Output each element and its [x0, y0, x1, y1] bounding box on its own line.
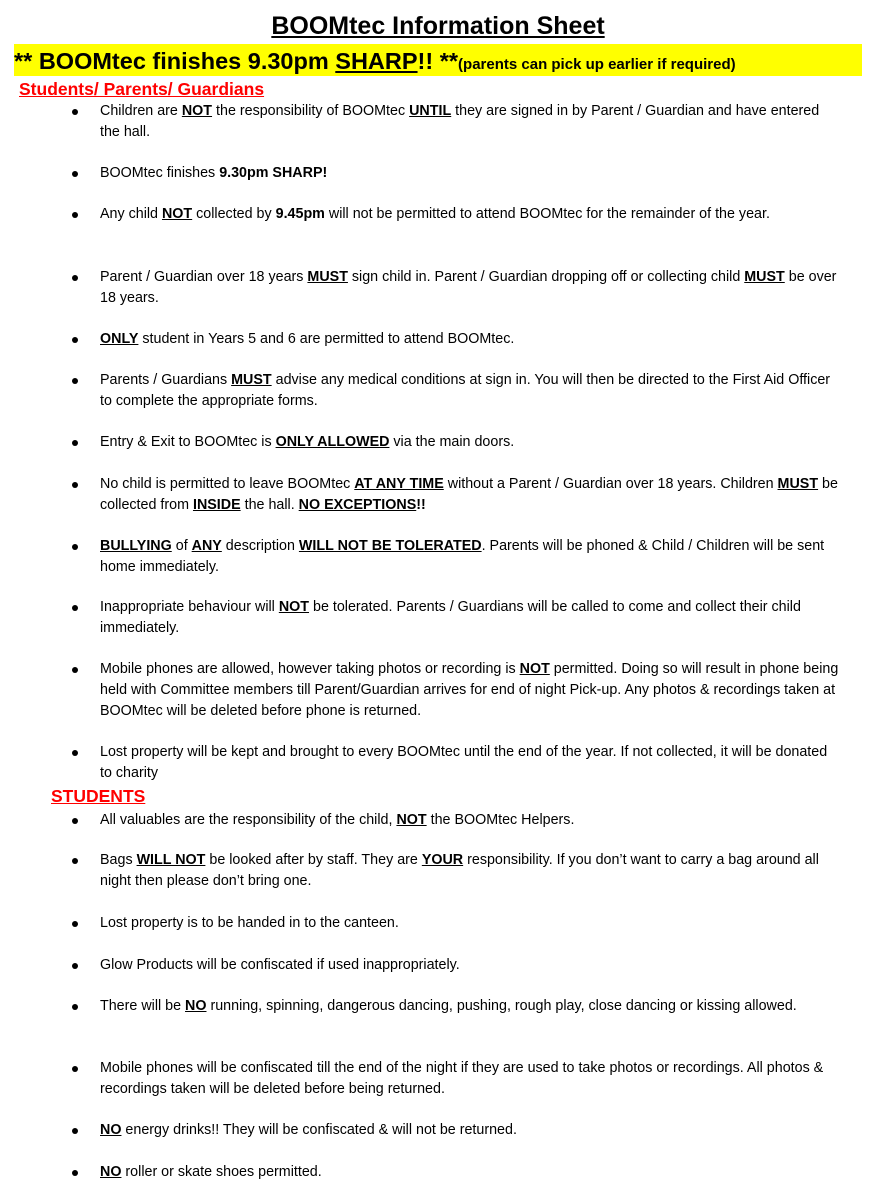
banner-sharp: SHARP [335, 48, 418, 74]
rule-text-segment: . Parents will be phoned & Child / Children will be sent home immediately. [100, 538, 825, 575]
finish-time-banner [14, 44, 862, 76]
rule-text-segment: INSIDE [192, 497, 241, 513]
page-title: BOOMtec Information Sheet [271, 12, 605, 40]
rule-text [100, 329, 840, 350]
rule-text-segment: BOOMtec finishes [100, 165, 220, 181]
rule-text-segment: MUST [231, 372, 272, 388]
rule-text-segment: roller or skate shoes permitted. [121, 1164, 322, 1180]
rule-text-segment: responsibility. If you don’t want to carry a bag around all night then please don’t bring one. [100, 852, 819, 889]
rule-text [100, 204, 840, 225]
rule-text-segment: Entry & Exit to BOOMtec is [100, 434, 276, 450]
rule-text-segment: Children are [100, 103, 182, 119]
rule-text-segment: BULLYING [100, 538, 172, 554]
bullet-icon [72, 858, 78, 864]
bullet-icon [72, 1128, 78, 1134]
bullet-icon [72, 482, 78, 488]
bullet-icon [72, 544, 78, 550]
bullet-icon [72, 963, 78, 969]
rule-text-segment: Lost property is to be handed in to the canteen. [100, 915, 399, 931]
bullet-icon [72, 1170, 78, 1176]
bullet-icon [72, 750, 78, 756]
rule-text-segment: of [171, 538, 192, 554]
rule-text [100, 267, 840, 309]
rule-text-segment: the hall. [240, 497, 299, 513]
rule-text [100, 742, 840, 784]
rule-text [100, 1058, 840, 1100]
rule-text-segment: NOT [396, 812, 427, 828]
rule-text-segment: the BOOMtec Helpers. [426, 812, 575, 828]
rule-text [100, 432, 840, 453]
rule-text-segment: sign child in. Parent / Guardian dropping off or collecting child [347, 269, 745, 285]
rule-text-segment: All valuables are the responsibility of the child, [100, 812, 397, 828]
rule-text-segment: MUST [744, 269, 785, 285]
rule-text-segment: !! [416, 497, 426, 513]
rule-text-segment: without a Parent / Guardian over 18 years. Children [443, 476, 778, 492]
rule-text-segment: NO EXCEPTIONS [298, 497, 417, 513]
rule-text [100, 370, 840, 412]
rule-text-segment: be over 18 years. [100, 269, 837, 306]
rule-text-segment: Glow Products will be confiscated if used inappropriately. [100, 957, 460, 973]
rule-text [100, 850, 840, 892]
bullet-icon [72, 818, 78, 824]
rule-text-segment: ANY [191, 538, 222, 554]
rule-text-segment: NO [185, 998, 207, 1014]
bullet-icon [72, 171, 78, 177]
rule-text [100, 659, 840, 722]
rule-text-segment: MUST [777, 476, 819, 492]
rule-text-segment: energy drinks!! They will be confiscated & will not be returned. [121, 1122, 517, 1138]
rule-text-segment: via the main doors. [389, 434, 515, 450]
rule-text-segment: advise any medical conditions at sign in. You will then be directed to the First Aid Officer to complete the appropriate forms. [100, 372, 831, 409]
rule-text [100, 1162, 840, 1183]
bullet-icon [72, 440, 78, 446]
rule-text [100, 536, 840, 578]
rule-text-segment: description [221, 538, 299, 554]
rule-text [100, 163, 840, 184]
rule-text-segment: Lost property will be kept and brought to every BOOMtec until the end of the year. If not collected, it will be donated to charity [100, 744, 828, 781]
rule-text [100, 913, 840, 934]
section-heading-students-parents-guardians: Students/ Parents/ Guardians [19, 79, 265, 99]
bullet-icon [72, 1066, 78, 1072]
rule-text-segment: Mobile phones are allowed, however taking photos or recording is [100, 661, 520, 677]
bullet-icon [72, 275, 78, 281]
rule-text [100, 1120, 840, 1141]
rule-text-segment: they are signed in by Parent / Guardian and have entered the hall. [100, 103, 820, 140]
bullet-icon [72, 605, 78, 611]
rule-text [100, 597, 840, 639]
rule-text-segment: will not be permitted to attend BOOMtec for the remainder of the year. [324, 206, 770, 222]
rule-text-segment: student in Years 5 and 6 are permitted to attend BOOMtec. [138, 331, 515, 347]
rule-text-segment: NO [100, 1122, 122, 1138]
rule-text-segment: running, spinning, dangerous dancing, pushing, rough play, close dancing or kissing allowed. [206, 998, 797, 1014]
bullet-icon [72, 109, 78, 115]
rule-text-segment: NOT [519, 661, 550, 677]
rule-text [100, 474, 840, 516]
banner-text-end: !! ** [417, 48, 459, 74]
rule-text-segment: collected by [192, 206, 276, 222]
banner-note: (parents can pick up earlier if required) [458, 56, 736, 73]
rule-text-segment: be looked after by staff. They are [205, 852, 422, 868]
rule-text-segment: NOT [161, 206, 193, 222]
rule-text-segment: be collected from [100, 476, 838, 513]
rule-text-segment: Mobile phones will be confiscated till the end of the night if they are used to take photos or recordings. All photos & recordings taken will be deleted before being returned. [100, 1060, 824, 1097]
rule-text-segment: Inappropriate behaviour will [100, 599, 279, 615]
rule-text-segment: There will be [100, 998, 186, 1014]
rule-text-segment: AT ANY TIME [354, 476, 444, 492]
rule-text-segment: WILL NOT BE TOLERATED [298, 538, 482, 554]
bullet-icon [72, 667, 78, 673]
section-heading-students: STUDENTS [51, 786, 146, 806]
bullet-icon [72, 378, 78, 384]
banner-text: ** BOOMtec finishes 9.30pm [14, 48, 336, 74]
rule-text-segment: NO [100, 1164, 122, 1180]
rule-text-segment: Bags [100, 852, 137, 868]
rule-text [100, 996, 840, 1017]
rule-text-segment: MUST [307, 269, 348, 285]
rule-text-segment: No child is permitted to leave BOOMtec [100, 476, 355, 492]
rule-text-segment: be tolerated. Parents / Guardians will be called to come and collect their child immediately. [100, 599, 801, 636]
bullet-icon [72, 337, 78, 343]
rule-text-segment: NOT [181, 103, 213, 119]
rule-text-segment: ONLY [100, 331, 139, 347]
rule-text-segment: UNTIL [409, 103, 452, 119]
rule-text [100, 955, 840, 976]
rule-text-segment: 9.30pm SHARP! [219, 165, 328, 181]
rule-text-segment: Parents / Guardians [100, 372, 232, 388]
rule-text [100, 101, 840, 143]
bullet-icon [72, 212, 78, 218]
rule-text [100, 810, 840, 831]
rule-text-segment: the responsibility of BOOMtec [212, 103, 410, 119]
bullet-icon [72, 921, 78, 927]
bullet-icon [72, 1004, 78, 1010]
rule-text-segment: Any child [100, 206, 162, 222]
rule-text-segment: NOT [278, 599, 310, 615]
rule-text-segment: Parent / Guardian over 18 years [100, 269, 308, 285]
rule-text-segment: 9.45pm [275, 206, 325, 222]
rule-text-segment: YOUR [421, 852, 464, 868]
rule-text-segment: WILL NOT [136, 852, 206, 868]
rule-text-segment: ONLY ALLOWED [275, 434, 390, 450]
rule-text-segment: permitted. Doing so will result in phone being held with Committee members till Parent/Guardian arrives for end of night Pick-up. Any photos & recordings taken at BOOMtec will be deleted before phone is returned. [100, 661, 839, 719]
